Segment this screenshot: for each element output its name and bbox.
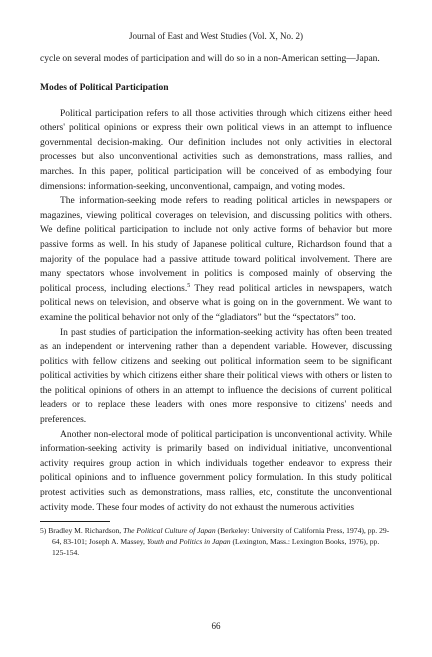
lead-paragraph: cycle on several modes of participation and will do so in a non-American setting—Japan.	[40, 54, 380, 64]
paragraph-4: Another non-electoral mode of political participation is unconventional activity. While information-seeking activity is primarily based on individual initiative, unconventional activity requires group action in which individuals together endeavor to express their political opinions and to influence government policy formulation. In this study political protest activities such as demonstrations, mass rallies, etc, constitute the unconventional activity mode. These four modes of activity do not exhaust the numerous activities	[40, 429, 392, 513]
footnote-title-1: The Political Culture of Japan	[123, 526, 216, 536]
page	[40, 30, 392, 559]
paragraph-2	[40, 194, 392, 325]
footnote-author-1: Bradley M. Richardson,	[48, 526, 124, 536]
running-head: Journal of East and West Studies (Vol. X, No. 2)	[129, 31, 303, 41]
footnote-ref-5: 5	[187, 282, 191, 289]
paragraph-2-text-b: They read political articles in newspapers, watch political news on television, and observe what is going on in the government. We want to examine the political behavior not only of the “gladiators” but the “spectators” too.	[40, 283, 392, 323]
footnote-5	[40, 526, 392, 558]
page-number: 66	[211, 621, 221, 631]
paragraph-2-text-a: The information-seeking mode refers to reading political articles in newspapers or magazines, viewing political coverages on television, and discussing politics with others. We define political participation to include not only active forms of behavior but more passive forms as well. In his study of Japanese political culture, Richardson found that a majority of the populace had a passive attitude toward political involvement. There are many spectators whose involvement in politics is composed mainly of observing the political process, including elections.	[40, 196, 392, 294]
footnote-rest-2: (Lexington, Mass.: Lexington Books, 1976), pp. 125-154.	[52, 537, 380, 557]
footnote-title-2: Youth and Politics in Japan	[146, 537, 231, 547]
section-heading: Modes of Political Participation	[40, 82, 169, 93]
paragraph-1: Political participation refers to all those activities through which citizens either heed others' political opinions or express their own political views in an attempt to influence governmental decision-making. Our definition includes not only activities in electoral processes but also unconventional activities such as demonstrations, mass rallies, and marches. In this paper, political participation will be conceived of as embodying four dimensions: information-seeking, unconventional, campaign, and voting modes.	[40, 108, 392, 192]
footnote-number: 5)	[40, 526, 47, 536]
paragraph-3: In past studies of participation the information-seeking activity has often been treated as an independent or intervening rather than a dependent variable. However, discussing politics with fellow citizens and seeking out political information seem to be significant political activities by which citizens either share their political views with others or listen to the political opinions of others in an attempt to influence the decisions of current political leaders or to replace these leaders with ones more responsive to citizens' needs and preferences.	[40, 327, 392, 426]
footnote-divider	[40, 521, 110, 522]
footnote-rest-1: (Berkeley: University of California Press, 1974), pp. 29-64, 83-101; Joseph A. Massey,	[52, 526, 390, 547]
